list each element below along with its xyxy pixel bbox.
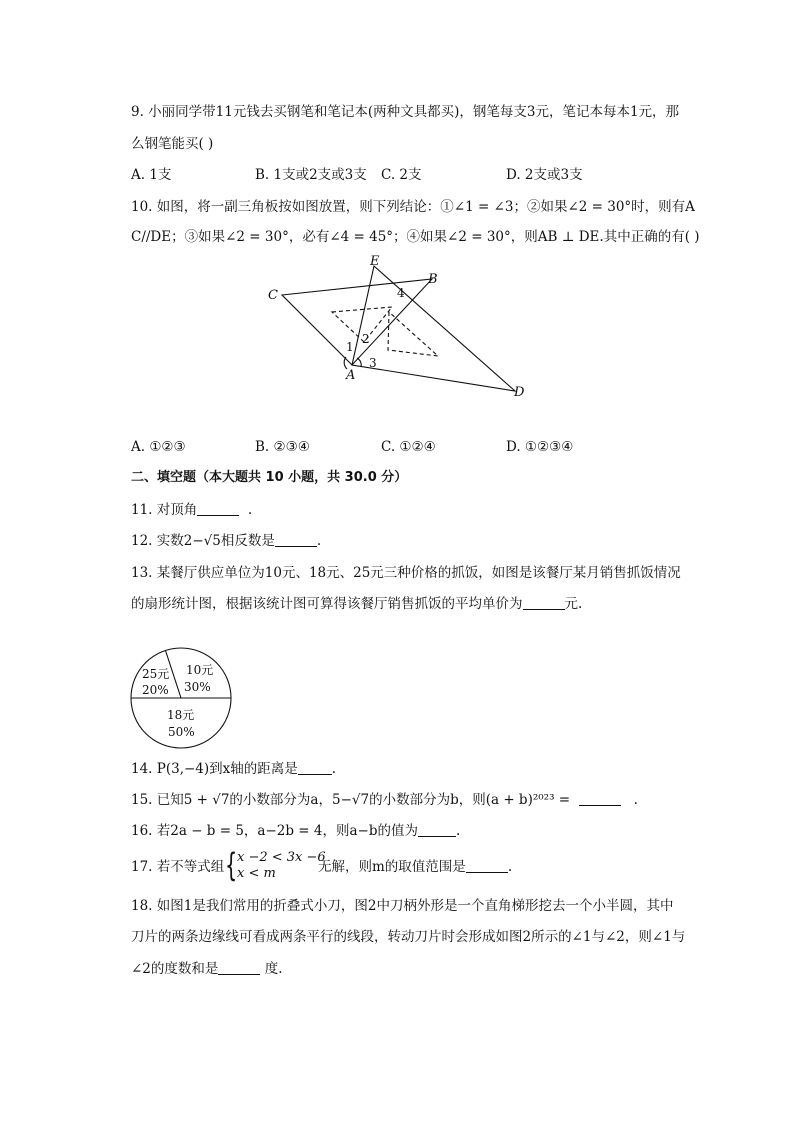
label-angle-1: 1	[346, 340, 354, 354]
label-e: E	[370, 254, 380, 269]
q9-line1: 9. 小丽同学带11元钱去买钢笔和笔记本(两种文具都买)，钢笔每支3元，笔记本每本1元，那	[131, 104, 680, 120]
q13-answer-blank[interactable]	[523, 595, 565, 610]
q13-pie-chart	[128, 645, 234, 751]
label-d: D	[514, 385, 525, 400]
section2-heading: 二、填空题（本大题共 10 小题，共 30.0 分）	[131, 470, 408, 485]
q12	[131, 532, 321, 550]
pie-pct-50: 50%	[168, 725, 195, 739]
q17-brace: {	[225, 846, 238, 884]
q14-text: 14. P(3,−4)到x轴的距离是	[131, 761, 298, 777]
q14	[131, 760, 336, 778]
q11-answer-blank[interactable]	[197, 501, 239, 516]
q17-prefix: 17. 若不等式组	[131, 859, 225, 875]
q9-option-a: A. 1支	[131, 167, 172, 183]
q10-option-c: C. ①②④	[381, 439, 436, 455]
pie-label-18: 18元	[167, 708, 195, 722]
q10-option-a: A. ①②③	[131, 439, 186, 455]
q13-line2-text: 的扇形统计图，根据该统计图可算得该餐厅销售抓饭的平均单价为	[131, 596, 523, 612]
q14-answer-blank[interactable]	[298, 760, 332, 775]
q18-line1: 18. 如图1是我们常用的折叠式小刀，图2中刀柄外形是一个直角梯形挖去一个小半圆，其中	[131, 898, 674, 914]
label-a: A	[346, 368, 356, 383]
q17-answer-blank[interactable]	[466, 858, 508, 873]
q17	[318, 858, 512, 876]
label-c: C	[268, 288, 278, 303]
q10-triangle-figure	[262, 252, 532, 402]
q10-option-d: D. ①②③④	[506, 439, 574, 455]
q15	[131, 791, 638, 809]
q12-text: 12. 实数2−√5相反数是	[131, 533, 275, 549]
q18-line3-text: ∠2的度数和是	[131, 961, 219, 977]
q12-suffix: .	[316, 533, 322, 549]
q16-text: 16. 若2a − b = 5，a−2b = 4，则a−b的值为	[131, 823, 418, 839]
label-b: B	[428, 272, 438, 287]
q9-option-b: B. 1支或2支或3支	[255, 167, 367, 183]
label-angle-4: 4	[397, 286, 405, 300]
q18-suffix: 度.	[264, 961, 283, 977]
q11	[131, 501, 252, 519]
q11-text: 11. 对顶角	[131, 502, 198, 518]
q17-text: 无解，则m的取值范围是	[318, 859, 466, 875]
pie-label-25: 25元	[142, 667, 170, 681]
q18-line3	[131, 960, 283, 978]
q14-suffix: .	[331, 761, 337, 777]
q18-answer-blank[interactable]	[218, 960, 260, 975]
pie-pct-20: 20%	[142, 683, 169, 697]
pie-label-10: 10元	[186, 663, 214, 677]
q10-line1: 10. 如图，将一副三角板按如图放置，则下列结论：①∠1 = ∠3；②如果∠2 = 30°时，则有A	[131, 199, 695, 215]
q17-suffix: .	[507, 859, 513, 875]
q9-option-c: C. 2支	[381, 167, 422, 183]
q16	[131, 822, 460, 840]
q13-line2	[131, 595, 582, 613]
q12-answer-blank[interactable]	[275, 532, 317, 547]
q16-suffix: .	[456, 823, 461, 839]
q11-suffix: .	[247, 502, 253, 518]
q16-answer-blank[interactable]	[418, 822, 456, 837]
q13-suffix: 元.	[564, 596, 583, 612]
q10-line2: C//DE；③如果∠2 = 30°，必有∠4 = 45°；④如果∠2 = 30°，则AB ⊥ DE.其中正确的有( )	[131, 229, 700, 245]
q15-text: 15. 已知5 + √7的小数部分为a，5−√7的小数部分为b，则(a + b)²⁰²³ =	[131, 792, 571, 808]
q17-row2: x < m	[237, 866, 276, 881]
q10-option-b: B. ②③④	[255, 439, 310, 455]
q9-option-d: D. 2支或3支	[506, 167, 583, 183]
pie-pct-30: 30%	[184, 680, 211, 694]
label-angle-3: 3	[369, 356, 377, 370]
q18-line2: 刀片的两条边缘线可看成两条平行的线段，转动刀片时会形成如图2所示的∠1与∠2，则∠1与	[131, 929, 686, 945]
q13-line1: 13. 某餐厅供应单位为10元、18元、25元三种价格的抓饭，如图是该餐厅某月销售抓饭情况	[131, 565, 681, 581]
label-angle-2: 2	[362, 332, 370, 346]
q9-line2: 么钢笔能买( )	[131, 136, 214, 152]
q17-row1: x −2 < 3x −6	[237, 850, 326, 865]
q15-answer-blank[interactable]	[579, 791, 621, 806]
q15-suffix: .	[633, 792, 638, 808]
